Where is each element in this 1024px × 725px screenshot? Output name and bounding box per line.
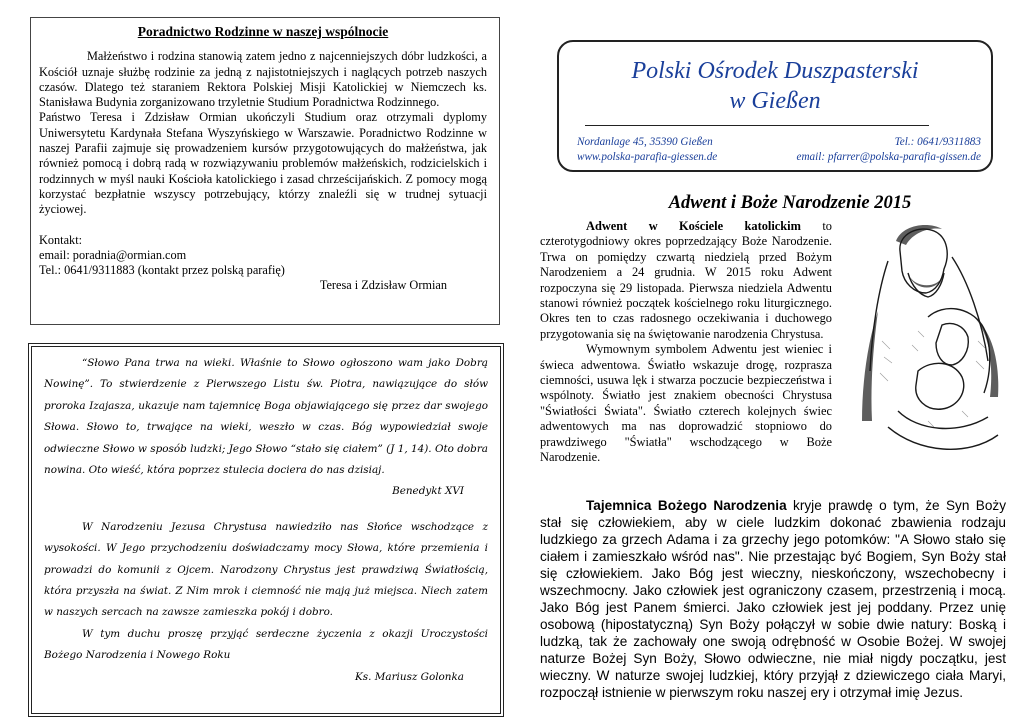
counseling-paragraph-1: Małżeństwo i rodzina stanowią zatem jedno z najcenniejszych dóbr ludzkości, a Kościół uznaje służbę rodzinie za jedną z najistotniejszych i naglących potrzeb naszych czasów. Dlatego też staraniem Rektora Polskiej Misji Katolickiej w Niemczech ks. Stanisława Budynia zorganizowano trzyletnie Studium Poradnictwa Rodzinnego. xyxy=(39,49,487,110)
advent-paragraph-1 xyxy=(540,219,832,342)
contact-label: Kontakt: xyxy=(39,232,83,247)
parish-email[interactable]: email: pfarrer@polska-parafia-gissen.de xyxy=(796,151,981,163)
advent-article xyxy=(540,219,832,466)
parish-title-line-1: Polski Ośrodek Duszpasterski xyxy=(631,58,919,84)
parish-title xyxy=(559,56,991,116)
greetings-signature-priest: Ks. Mariusz Golonka xyxy=(355,670,464,683)
greetings-paragraph-2: W Narodzeniu Jezusa Chrystusa nawiedziło nas Słońce wschodzące z wysokości. W Jego przychodzeniu doświadczamy mocy Słowa, które przemienia i prowadzi do komunii z Ojcem. Narodzony Chrystus jest prawdziwą Światłością, która przyszła na świat. Z Nim mrok i ciemność nie mają już miejsca. Niech zatem w naszych sercach na zawsze zamieszka pokój i dobro. xyxy=(44,520,488,619)
parish-header xyxy=(557,40,993,172)
contact-email: email: poradnia@ormian.com xyxy=(39,247,187,262)
mystery-text: kryje prawdę o tym, że Syn Boży stał się człowiekiem, aby w ciele ludzkim dokonać zbawienia rodzaju ludzkiego za grzech Adama i za grzechy jego potomków: "A Słowo stało się ciałem i zamieszkało wśród nas". Nie przestając być Bogiem, Syn Boży stał się człowiekiem. Jako Bóg jest wieczny, nieskończony, wszechobecny i wszechmocny. Jako człowiek jest ograniczony czasem, przestrzenią i mocą. Jako Bóg jest Panem śmierci. Jako człowiek jest jej poddany. Przez unię osobową (hipostatyczną) Syn Boży połączył w sobie dwie natury: Boską i ludzką, tak że zachowały one swoją odrębność w Osobie Bożej. W swojej naturze Bożej Syn Boży, Słowo odwieczne, nie miał nigdy początku, jest wieczny. W naturze swojej ludzkiej, który przyjął z dziewiczego ciała Maryi, rozpoczął istnienie w pierwszym roku naszej ery i otrzymał imię Jezus. xyxy=(540,498,1007,700)
header-contact-row-2 xyxy=(577,151,981,163)
parish-phone: Tel.: 0641/9311883 xyxy=(894,136,981,148)
counseling-paragraph-2: Państwo Teresa i Zdzisław Ormian ukończyli Studium oraz otrzymali dyplomy Uniwersytetu Kardynała Stefana Wyszyńskiego w Warszawie. Poradnictwo Rodzinne w naszej Parafii zajmuje się prowadzeniem kursów przygotowujących do małżeństwa, jak również pomocą i dobrą radą w rozwiązywaniu problemów małżeńskich, rodzicielskich i rodzinnych w myśl nauki Kościoła katolickiego i zasad chrześcijańskich. Z pomocy mogą korzystać bezpłatnie wszyscy potrzebujący, którzy znaleźli się w trudnej sytuacji życiowej. xyxy=(39,110,487,217)
nativity-illustration xyxy=(858,221,1004,469)
advent-paragraph-1-text: to czterotygodniowy okres poprzedzający Boże Narodzenie. Trwa on pomiędzy czwartą niedzielą przed Bożym Narodzeniem a 24 grudnia. W 2015 roku Adwent rozpoczyna się 29 listopada. Pierwsza niedziela Adwentu stanowi również początek kościelnego roku liturgicznego. Okres ten to czas radosnego oczekiwania i duchowego przygotowania się na świętowanie narodzenia Chrystusa. xyxy=(540,219,832,341)
counseling-signature: Teresa i Zdzisław Ormian xyxy=(319,278,447,293)
header-contact-row-1 xyxy=(577,136,981,148)
mystery-paragraph xyxy=(540,497,1006,701)
greetings-signature-pope: Benedykt XVI xyxy=(392,485,464,498)
contact-phone: Tel.: 0641/9311883 (kontakt przez polską parafię) xyxy=(39,263,285,278)
greetings-quote-paragraph xyxy=(44,353,488,503)
greetings-paragraph-3: W tym duchu proszę przyjąć serdeczne życzenia z okazji Uroczystości Bożego Narodzenia i Nowego Roku xyxy=(44,627,488,662)
counseling-title: Poradnictwo Rodzinne w naszej wspólnocie xyxy=(137,24,389,39)
advent-title: Adwent i Boże Narodzenie 2015 xyxy=(668,193,912,213)
greetings-box xyxy=(28,343,504,717)
parish-website[interactable]: www.polska-parafia-giessen.de xyxy=(577,151,718,163)
parish-address: Nordanlage 45, 35390 Gießen xyxy=(577,136,713,148)
advent-paragraph-2: Wymownym symbolem Adwentu jest wieniec i świeca adwentowa. Światło wskazuje drogę, rozprasza ciemności, usuwa lęk i stwarza poczucie bezpieczeństwa i wspólnoty. Światło jest znakiem obecności Chrystusa "Światłości Świata". Światło czterech kolejnych świec adwentowych ma nas doprowadzić stopniowo do prawdziwego "Światła" wschodzącego w Boże Narodzenie. xyxy=(540,342,832,465)
mystery-lead-bold: Tajemnica Bożego Narodzenia xyxy=(586,498,787,513)
parish-title-line-2: w Gießen xyxy=(729,88,821,114)
advent-lead-bold: Adwent w Kościele katolickim xyxy=(586,219,801,233)
greetings-quote-text: “Słowo Pana trwa na wieki. Właśnie to Słowo ogłoszono wam jako Dobrą Nowinę”. To stwierdzenie z Pierwszego Listu św. Piotra, nawiązujące do słów proroka Izajasza, ukazuje nam tajemnicę Boga objawiającego się przez dar swojego Słowa. Słowo to, trwające na wieki, weszło w czas. Bóg wypowiedział swoje odwieczne Słowo w sposób ludzki; Jego Słowo “stało się ciałem” (J 1, 14). Oto dobra nowina. Oto wieść, która poprzez stulecia dociera do nas dzisiaj. xyxy=(44,357,488,477)
mystery-article xyxy=(540,497,1006,701)
header-divider xyxy=(585,125,929,126)
counseling-box xyxy=(30,17,500,325)
